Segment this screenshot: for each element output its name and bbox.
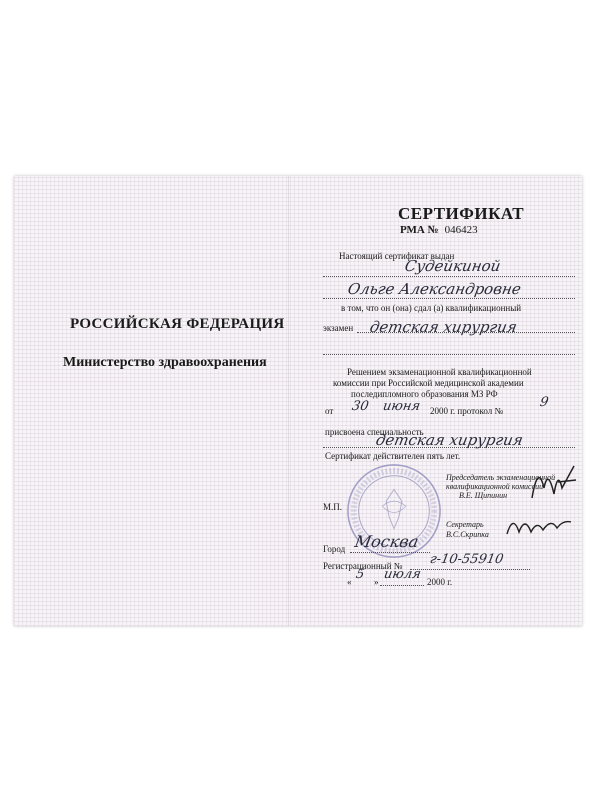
exam-value: детская хирургия bbox=[368, 318, 519, 336]
city-value: Москва bbox=[353, 532, 421, 551]
issued-to-label: Настоящий сертификат выдан bbox=[339, 251, 455, 261]
page-fold bbox=[288, 176, 290, 626]
name-handwritten-1: Судейкиной bbox=[403, 257, 503, 275]
date-month: июня bbox=[381, 399, 422, 414]
date-year-protocol: 2000 г. протокол № bbox=[430, 406, 504, 416]
issue-month: июля bbox=[382, 567, 423, 582]
issue-year: 2000 г. bbox=[427, 577, 453, 587]
chairman-name: В.Е. Щипинин bbox=[459, 491, 508, 500]
certificate-series bbox=[400, 224, 478, 236]
chairman-signature bbox=[528, 458, 578, 504]
specialty-label: присвоена специальность bbox=[325, 427, 424, 437]
name-line-1 bbox=[323, 276, 575, 277]
secretary-name: В.С.Скрипка bbox=[446, 530, 489, 539]
certificate-number: 046423 bbox=[444, 224, 478, 236]
date-day: 30 bbox=[350, 399, 370, 414]
reg-label: Регистрационный № bbox=[323, 561, 403, 571]
issue-day: 5 bbox=[354, 567, 366, 582]
name-line-2 bbox=[323, 298, 575, 299]
decision-line-3: последипломного образования МЗ РФ bbox=[351, 389, 498, 399]
issue-day-close-quote: » bbox=[374, 577, 379, 587]
issue-day-open-quote: « bbox=[347, 577, 352, 587]
exam-text: в том, что он (она) сдал (а) квалификационный bbox=[341, 303, 522, 313]
validity-text: Сертификат действителен пять лет. bbox=[325, 451, 461, 461]
ministry-title: Министерство здравоохранения bbox=[63, 355, 267, 370]
chairman-title: Председатель экзаменационной квалификационной комиссии bbox=[446, 473, 556, 491]
name-handwritten-2: Ольге Александровне bbox=[346, 280, 523, 298]
mp-label: М.П. bbox=[323, 502, 343, 512]
specialty-value: детская хирургия bbox=[374, 431, 525, 449]
country-title: РОССИЙСКАЯ ФЕДЕРАЦИЯ bbox=[70, 316, 285, 332]
decision-line-1: Решением экзаменационной квалификационной bbox=[347, 367, 532, 377]
reg-value: г-10-55910 bbox=[428, 552, 505, 567]
exam-line-2 bbox=[323, 354, 575, 355]
exam-label: экзамен bbox=[323, 323, 354, 333]
series-label: РМА № bbox=[400, 224, 439, 236]
issue-month-line bbox=[380, 585, 424, 586]
city-line bbox=[350, 552, 430, 553]
protocol-number: 9 bbox=[538, 395, 550, 410]
certificate-title: СЕРТИФИКАТ bbox=[398, 204, 525, 223]
reg-line bbox=[410, 569, 530, 570]
date-from-label: от bbox=[325, 406, 334, 416]
secretary-signature bbox=[505, 512, 575, 542]
decision-line-2: комиссии при Российской медицинской академии bbox=[333, 378, 524, 388]
secretary-title: Секретарь bbox=[446, 520, 484, 529]
city-label: Город bbox=[323, 544, 346, 554]
